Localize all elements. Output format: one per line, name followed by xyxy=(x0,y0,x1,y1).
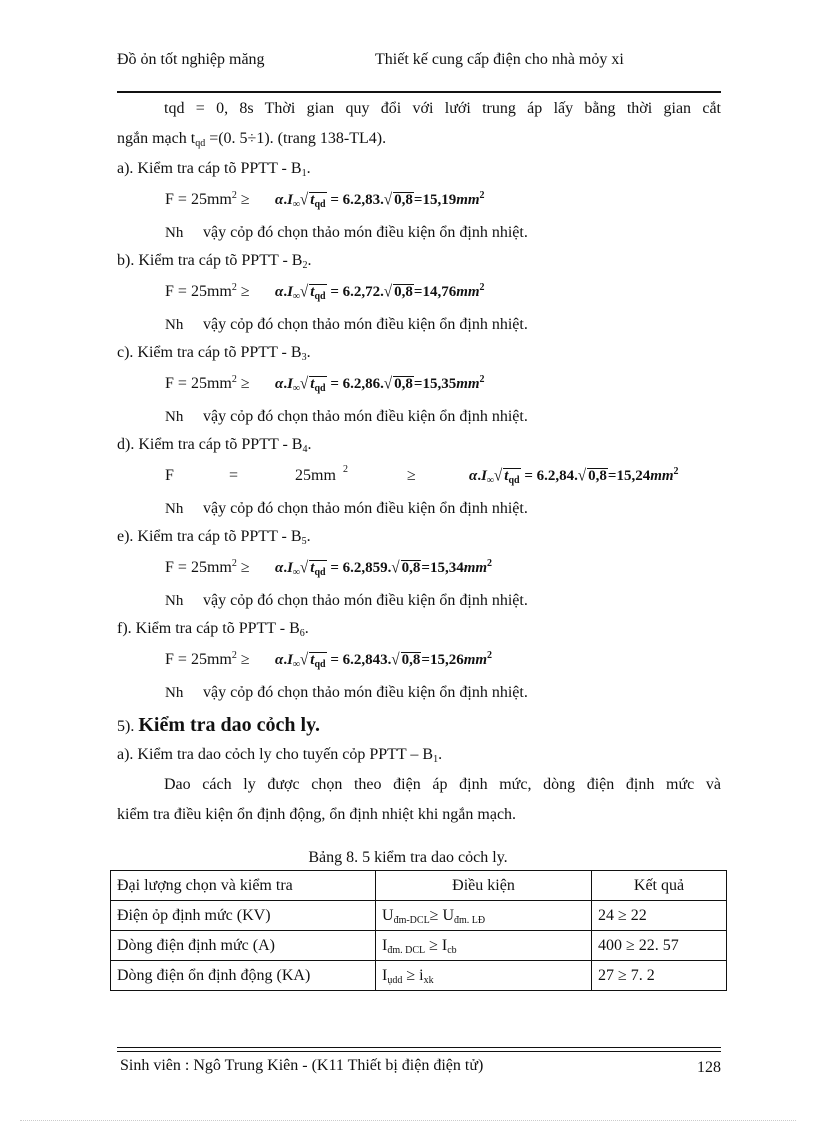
body-text xyxy=(117,94,721,830)
paragraph-line-1: Dao cách ly được chọn theo điện áp định mức, dòng điện định mức và xyxy=(164,776,721,793)
check-table xyxy=(110,870,727,991)
cable-checks xyxy=(117,154,721,706)
check-label: e). Kiểm tra cáp tõ PPTT - $B_5$. xyxy=(117,528,311,547)
check-equation xyxy=(117,644,721,676)
table-caption: Bảng 8. 5 kiểm tra dao cỏch ly. xyxy=(308,849,508,866)
footer-rule xyxy=(117,1051,721,1052)
conclusion-line: Nh vậy cỏp đó chọn thảo món điều kiện ổn định nhiệt. xyxy=(165,224,528,241)
intro-line-1: tqd = 0, 8s Thời gian quy đổi với lưới trung áp lấy bằng thời gian cắt xyxy=(164,100,721,117)
check-label: d). Kiểm tra cáp tõ PPTT - $B_4$. xyxy=(117,436,312,455)
condition-cell: $I_{ụdd} \ge i_{xk}$ xyxy=(376,961,592,991)
equation-lhs: $F = 25mm^2$ ≥ xyxy=(165,190,250,208)
check-equation xyxy=(117,368,721,400)
result-cell: 24 ≥ 22 xyxy=(592,901,727,931)
section-title: Kiểm tra dao cỏch ly. xyxy=(138,714,320,736)
table-row xyxy=(111,931,727,961)
subsection-a: a). Kiểm tra dao cỏch ly cho tuyến cỏp PPTT – $B_1$. xyxy=(117,746,443,765)
paragraph-line-2: kiểm tra điều kiện ổn định động, ổn định nhiệt khi ngắn mạch. xyxy=(117,806,517,823)
check-label: f). Kiểm tra cáp tõ PPTT - $B_6$. xyxy=(117,620,309,639)
check-label: c). Kiểm tra cáp tõ PPTT - $B_3$. xyxy=(117,344,311,363)
header-rule xyxy=(117,91,721,93)
table-header-row xyxy=(111,871,727,901)
conclusion-line: Nh vậy cỏp đó chọn thảo món điều kiện ổn định nhiệt. xyxy=(165,684,528,701)
result-cell: 400 ≥ 22. 57 xyxy=(592,931,727,961)
quantity-cell: Dòng điện ổn định động (KA) xyxy=(111,961,376,991)
check-label: a). Kiểm tra cáp tõ PPTT - $B_1$. xyxy=(117,160,311,179)
header-right: Thiết kế cung cấp điện cho nhà mỏy xi xyxy=(375,51,624,68)
conclusion-line: Nh vậy cỏp đó chọn thảo món điều kiện ổn định nhiệt. xyxy=(165,408,528,425)
result-cell: 27 ≥ 7. 2 xyxy=(592,961,727,991)
header-cell: Điều kiện xyxy=(376,871,592,901)
footer-rule xyxy=(117,1047,721,1048)
header-cell: Đại lượng chọn và kiểm tra xyxy=(111,871,376,901)
check-equation xyxy=(117,184,721,216)
condition-cell: $I_{đm. DCL} \ge I_{cb}$ xyxy=(376,931,592,961)
equation-rhs: $\alpha.I_\infty√$ $t_{qd} = 6.2,859.√$ $0,8=15,34mm^2$ xyxy=(275,558,493,578)
header-cell: Kết quả xyxy=(592,871,727,901)
equation-lhs: $F = 25mm^2$ ≥ xyxy=(165,282,250,300)
equation-rhs: $\alpha.I_\infty√$ $t_{qd} = 6.2,86.√$ $0,8=15,35mm^2$ xyxy=(275,374,485,394)
bottom-divider xyxy=(20,1120,796,1121)
equation-lhs: $F = 25mm^2$ ≥ xyxy=(165,650,250,668)
equation-rhs: $\alpha.I_\infty√$ $t_{qd} = 6.2,84.√$ $0,8=15,24mm^2$ xyxy=(469,466,679,486)
conclusion-line: Nh vậy cỏp đó chọn thảo món điều kiện ổn định nhiệt. xyxy=(165,500,528,517)
page-footer xyxy=(120,1055,721,1077)
footer-text: Sinh viên : Ngô Trung Kiên - (K11 Thiết bị điện điện tử) xyxy=(120,1057,484,1074)
equation-lhs: $F = 25mm^2$ ≥ xyxy=(165,374,250,392)
condition-cell: $U_{đm-DCL}\ge U_{đm. LĐ}$ xyxy=(376,901,592,931)
check-label: b). Kiểm tra cáp tõ PPTT - $B_2$. xyxy=(117,252,312,271)
check-equation xyxy=(117,276,721,308)
check-equation xyxy=(117,552,721,584)
section-number: 5). xyxy=(117,718,135,735)
table-row xyxy=(111,901,727,931)
equation-rhs: $\alpha.I_\infty√$ $t_{qd} = 6.2,843.√$ $0,8=15,26mm^2$ xyxy=(275,650,493,670)
equation-lhs: $F = 25mm^2$ ≥ xyxy=(165,558,250,576)
page-number: 128 xyxy=(697,1059,721,1076)
header-left: Đồ ỏn tốt nghiệp măng xyxy=(117,51,265,68)
check-equation: F = 25mm ≥ $^2$ $\alpha.I_\infty√$ $t_{qd} = 6.2,84.√$ $0,8=15,24mm^2$ xyxy=(117,460,721,492)
equation-rhs: $\alpha.I_\infty√$ $t_{qd} = 6.2,83.√$ $0,8=15,19mm^2$ xyxy=(275,190,485,210)
intro-line-2: ngắn mạch $t_{qd} =(0$. 5÷1). (trang 138-TL4). xyxy=(117,130,387,149)
table-row xyxy=(111,961,727,991)
section-heading xyxy=(117,706,721,740)
conclusion-line: Nh vậy cỏp đó chọn thảo món điều kiện ổn định nhiệt. xyxy=(165,316,528,333)
quantity-cell: Dòng điện định mức (A) xyxy=(111,931,376,961)
conclusion-line: Nh vậy cỏp đó chọn thảo món điều kiện ổn định nhiệt. xyxy=(165,592,528,609)
equation-rhs: $\alpha.I_\infty√$ $t_{qd} = 6.2,72.√$ $0,8=14,76mm^2$ xyxy=(275,282,485,302)
quantity-cell: Điện ỏp định mức (KV) xyxy=(111,901,376,931)
